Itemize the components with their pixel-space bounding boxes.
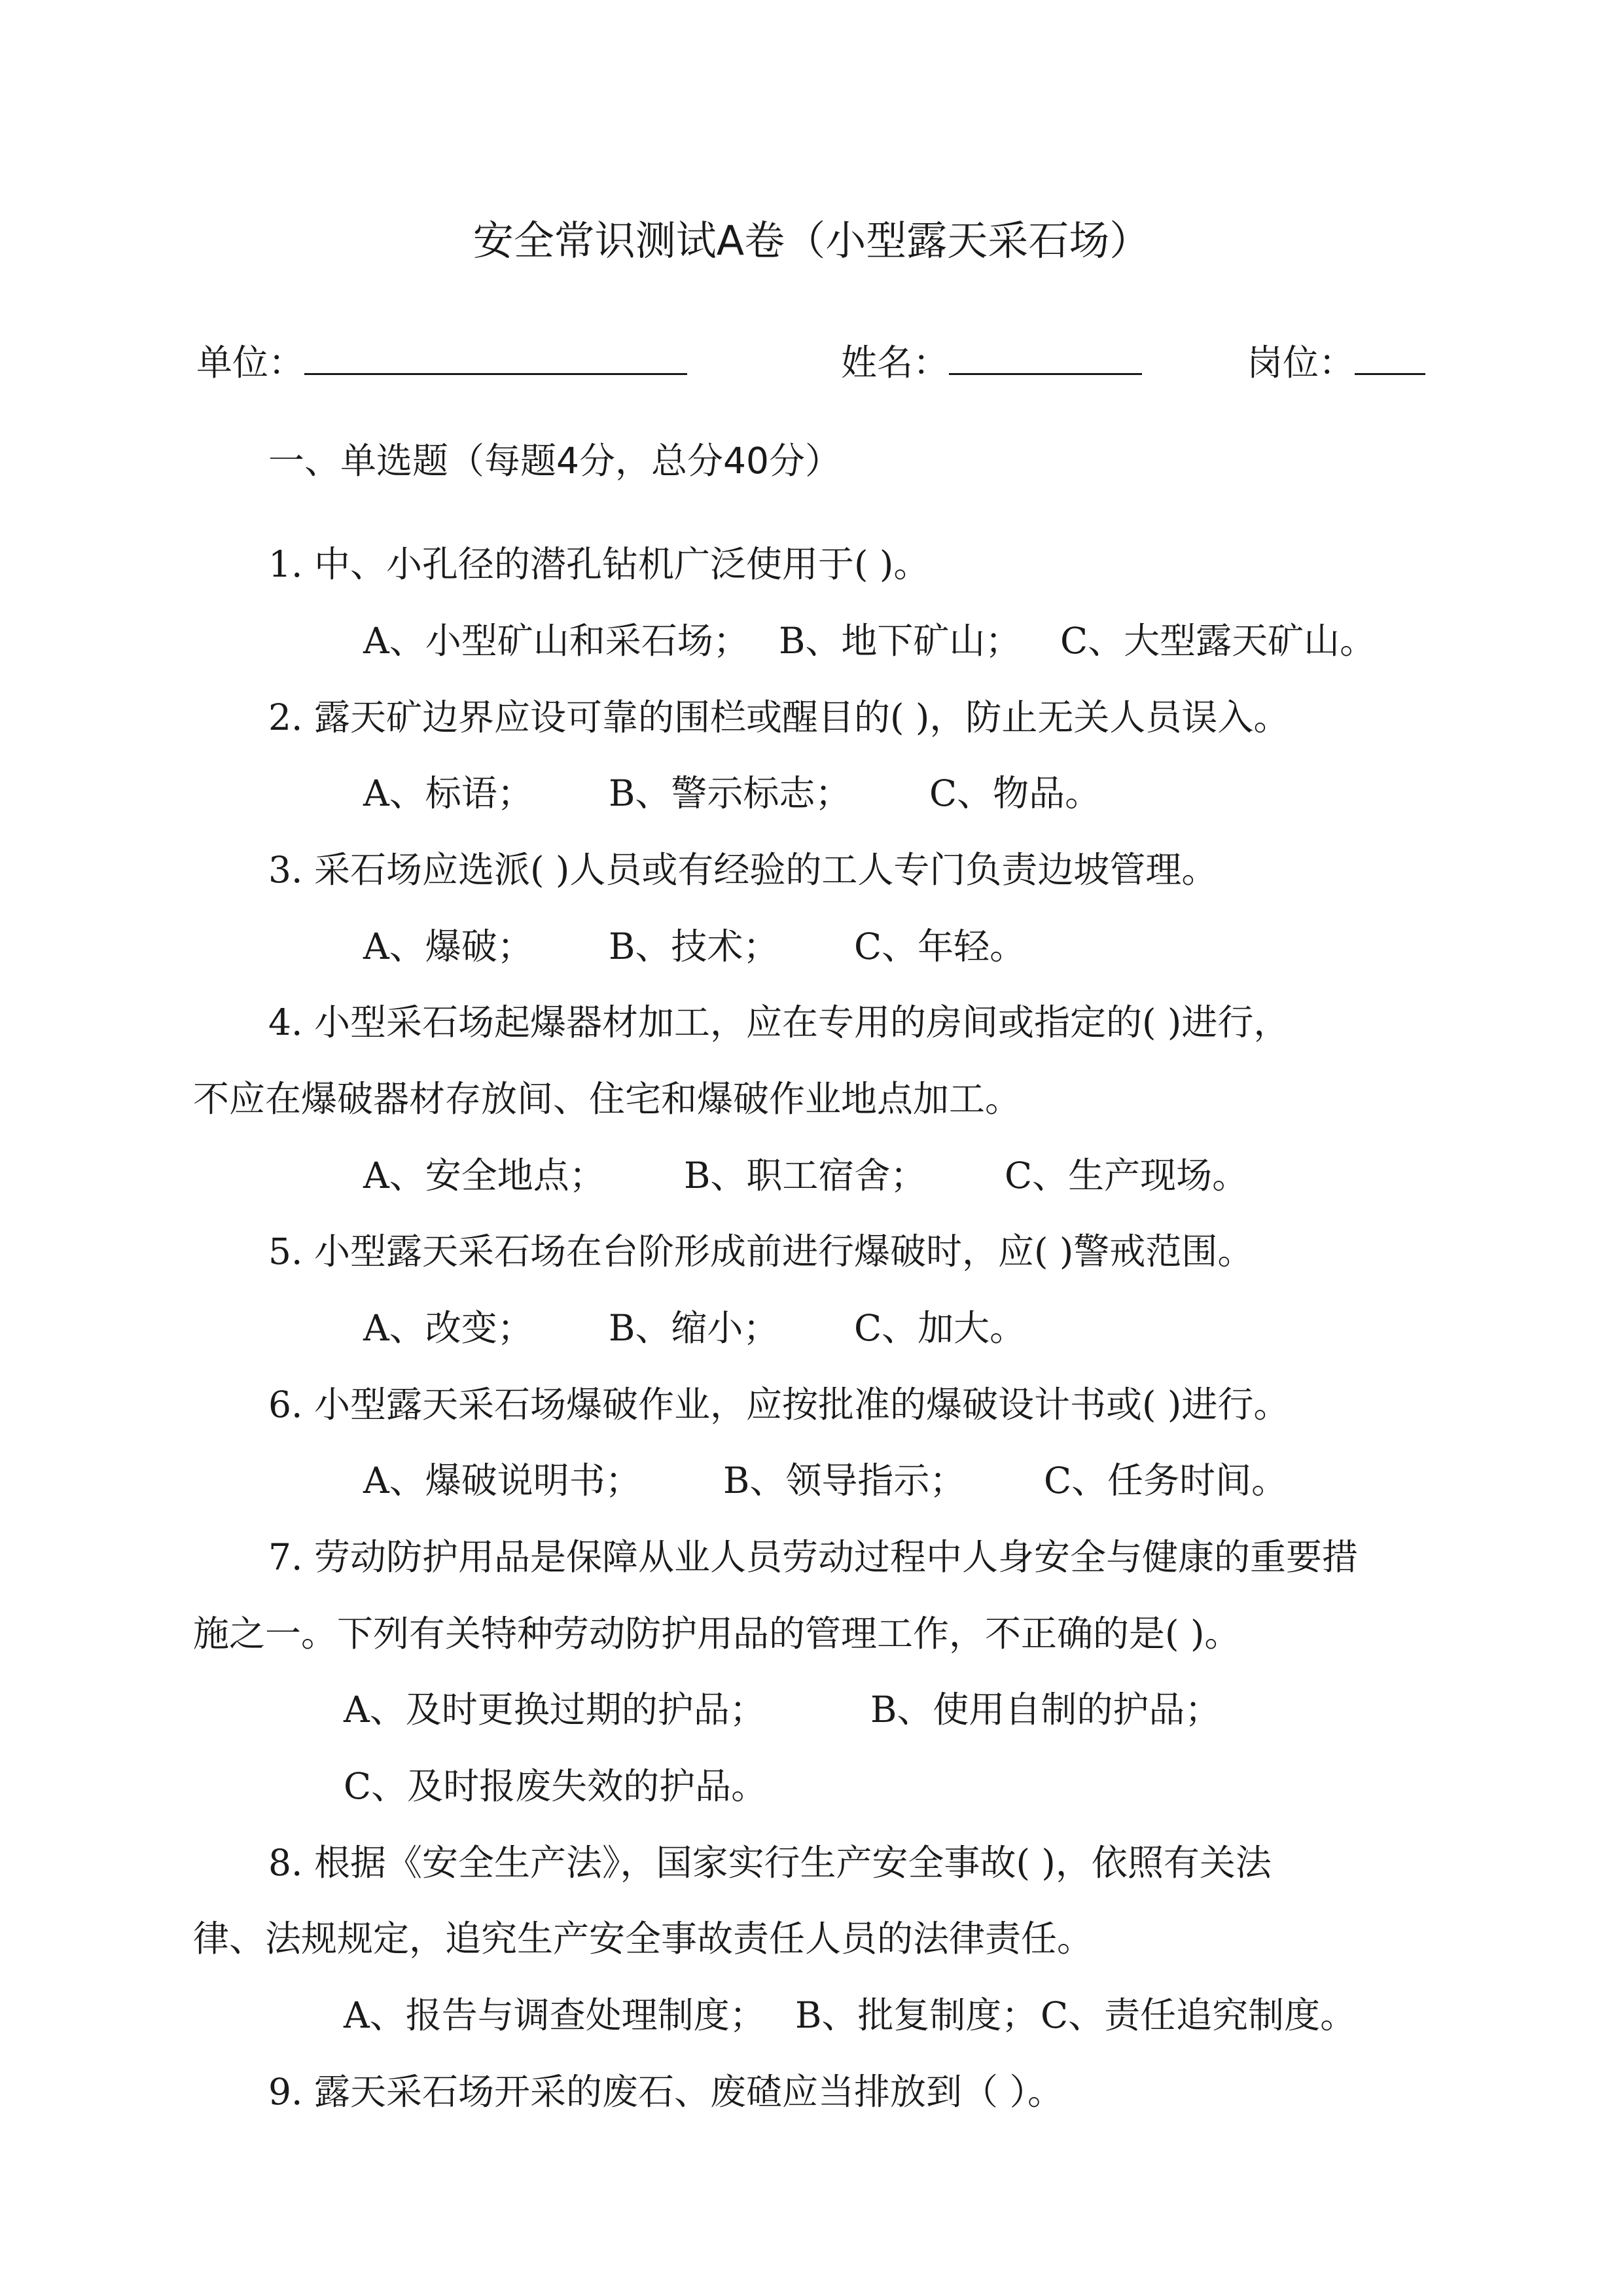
question-6: 6. 小型露天采石场爆破作业，应按批准的爆破设计书或( )进行。	[268, 1384, 1290, 1426]
q2-option-a: A、标语；	[363, 772, 533, 814]
name-label: 姓名：	[841, 342, 950, 384]
q5-option-c: C、加大。	[854, 1307, 1026, 1349]
question-7-line-1: 7. 劳动防护用品是保障从业人员劳动过程中人身安全与健康的重要措	[268, 1536, 1358, 1578]
q8-option-c: C、责任追究制度。	[1041, 1994, 1357, 2036]
q4-option-b: B、职工宿舍；	[684, 1155, 927, 1196]
question-4-line-1: 4. 小型采石场起爆器材加工，应在专用的房间或指定的( )进行，	[268, 1001, 1290, 1043]
page-title: 安全常识测试A卷（小型露天采石场）	[473, 217, 1150, 264]
q7-option-a: A、及时更换过期的护品；	[344, 1689, 766, 1731]
question-2: 2. 露天矿边界应设可靠的围栏或醒目的( )，防止无关人员误入。	[268, 696, 1290, 738]
q1-option-b: B、地下矿山；	[779, 620, 1022, 662]
q3-option-c: C、年轻。	[854, 925, 1026, 967]
q3-option-b: B、技术；	[609, 925, 779, 967]
question-8-line-2: 律、法规规定，追究生产安全事故责任人员的法律责任。	[193, 1918, 1094, 1960]
question-1: 1. 中、小孔径的潜孔钻机广泛使用于( )。	[268, 543, 930, 585]
q3-option-a: A、爆破；	[363, 925, 533, 967]
q5-option-b: B、缩小；	[609, 1307, 779, 1349]
q4-option-c: C、生产现场。	[1005, 1155, 1249, 1196]
post-field	[1247, 334, 1425, 386]
name-field	[841, 334, 1142, 386]
question-9: 9. 露天采石场开采的废石、废碴应当排放到（ ）。	[268, 2071, 1063, 2113]
unit-blank[interactable]	[304, 340, 687, 375]
q8-option-a: A、报告与调查处理制度；	[344, 1994, 766, 2036]
name-blank[interactable]	[949, 340, 1142, 375]
post-blank[interactable]	[1355, 340, 1425, 375]
q6-option-c: C、任务时间。	[1044, 1460, 1288, 1501]
post-label: 岗位：	[1247, 342, 1355, 384]
q7-option-c: C、及时报废失效的护品。	[344, 1765, 768, 1807]
question-5: 5. 小型露天采石场在台阶形成前进行爆破时，应( )警戒范围。	[268, 1230, 1254, 1272]
question-7-line-2: 施之一。下列有关特种劳动防护用品的管理工作，不正确的是( )。	[193, 1613, 1241, 1655]
question-8-line-1: 8. 根据《安全生产法》，国家实行生产安全事故( )，依照有关法	[268, 1842, 1272, 1884]
q5-option-a: A、改变；	[363, 1307, 533, 1349]
q6-option-b: B、领导指示；	[723, 1460, 966, 1501]
question-3: 3. 采石场应选派( )人员或有经验的工人专门负责边坡管理。	[268, 849, 1218, 891]
q2-option-c: C、物品。	[929, 772, 1101, 814]
q6-option-a: A、爆破说明书；	[363, 1460, 641, 1501]
q1-option-c: C、大型露天矿山。	[1060, 620, 1376, 662]
q7-option-b: B、使用自制的护品；	[870, 1689, 1221, 1731]
question-4-line-2: 不应在爆破器材存放间、住宅和爆破作业地点加工。	[193, 1078, 1022, 1120]
q2-option-b: B、警示标志；	[609, 772, 851, 814]
unit-field	[196, 334, 687, 386]
q8-option-b: B、批复制度；	[795, 1994, 1038, 2036]
section-heading: 一、单选题（每题4分，总分40分）	[268, 440, 841, 482]
unit-label: 单位：	[196, 342, 305, 384]
q4-option-a: A、安全地点；	[363, 1155, 605, 1196]
q1-option-a: A、小型矿山和采石场；	[363, 620, 749, 662]
